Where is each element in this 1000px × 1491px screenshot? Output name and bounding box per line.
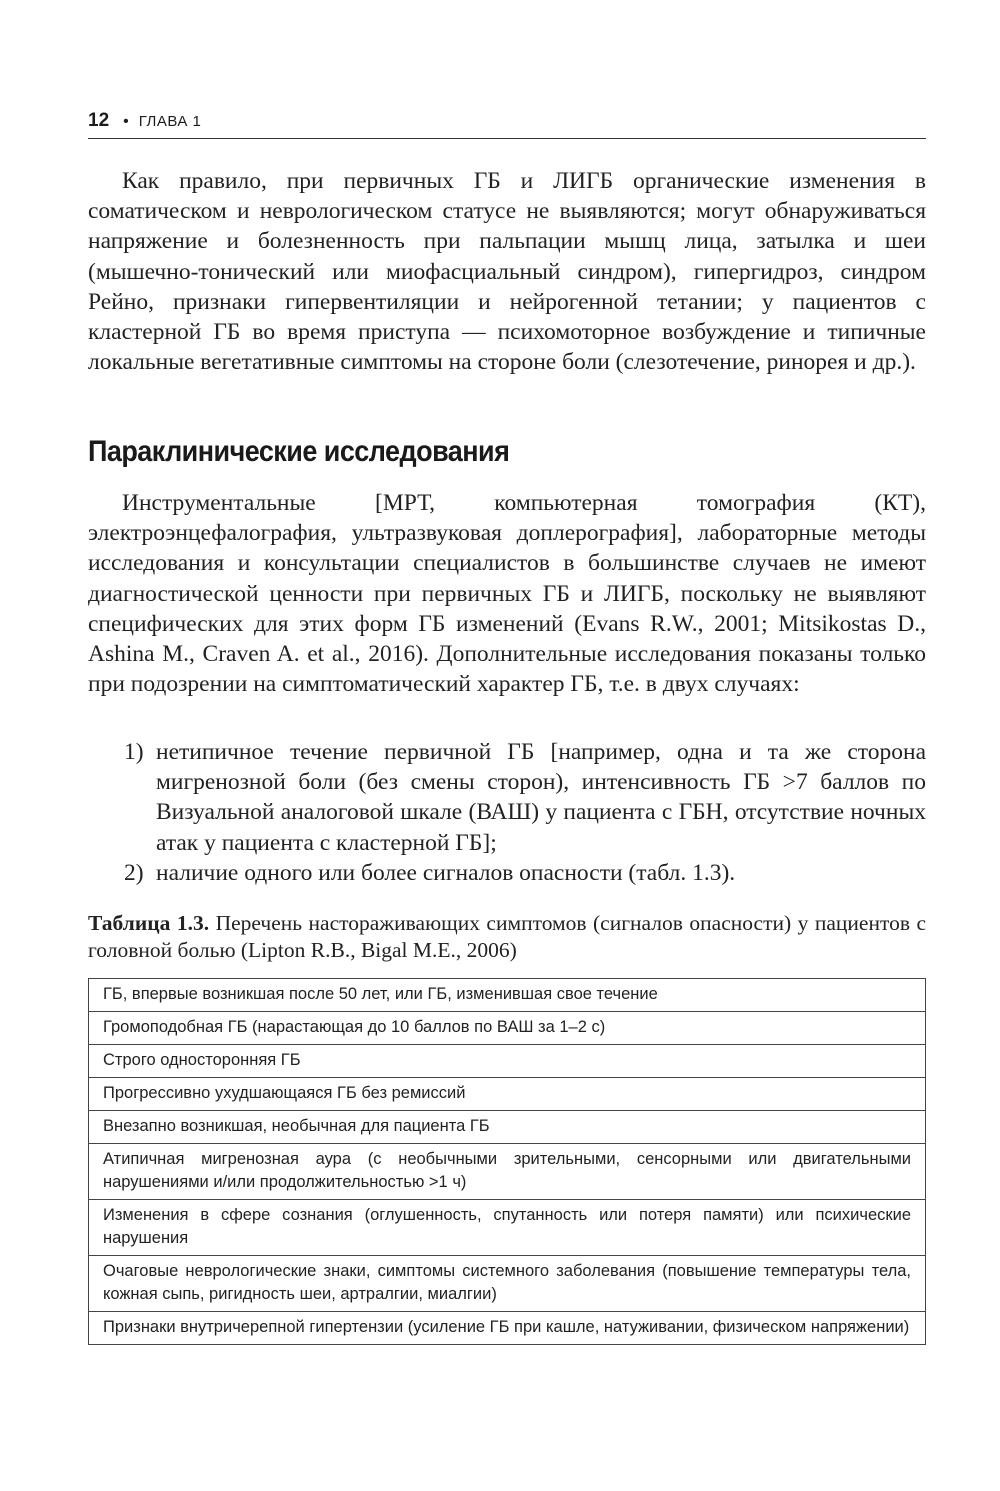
table-cell: Строго односторонняя ГБ [89, 1045, 926, 1078]
table-row [89, 1045, 926, 1078]
table-cell: Очаговые неврологические знаки, симптомы системного заболевания (повышение температуры тела, кожная сыпь, ригидность шеи, артралгии, миалгии) [89, 1256, 926, 1312]
chapter-label: ГЛАВА 1 [138, 113, 202, 130]
list-item-text: наличие одного или более сигналов опасности (табл. 1.3). [156, 859, 736, 886]
table-row [89, 1111, 926, 1144]
table-cell: Атипичная мигренозная аура (с необычными зрительными, сенсорными или двигательными нарушениями и/или продолжительностью >1 ч) [89, 1144, 926, 1200]
page-number: 12 [88, 110, 110, 131]
bullet-separator: • [123, 113, 129, 130]
list-item-text: нетипичное течение первичной ГБ [например, одна и та же сторона мигренозной боли (без смены сторон), интенсивность ГБ >7 баллов по Визуальной аналоговой шкале (ВАШ) у пациента с ГБН, отсутствие ночных атак у пациента с кластерной ГБ]; [156, 739, 926, 856]
table-caption-label: Таблица 1.3. [88, 911, 210, 935]
table-row [89, 1256, 926, 1312]
list-marker: 2) [124, 859, 144, 886]
table-cell: Внезапно возникшая, необычная для пациента ГБ [89, 1111, 926, 1144]
list-item [88, 858, 926, 888]
intro-paragraph: Как правило, при первичных ГБ и ЛИГБ органические изменения в соматическом и неврологическом статусе не выявляются; могут обнаруживаться напряжение и болезненность при пальпации мышц лица, затылка и шеи (мышечно-тонический или миофасциальный синдром), гипергидроз, синдром Рейно, признаки гипервентиляции и нейрогенной тетании; у пациентов с кластерной ГБ во время приступа — психомоторное возбуждение и типичные локальные вегетативные симптомы на стороне боли (слезотечение, ринорея и др.). [88, 168, 926, 376]
table-caption [88, 910, 926, 964]
indications-list [88, 737, 926, 888]
list-item [88, 737, 926, 858]
list-marker: 1) [124, 739, 144, 765]
table-cell: Прогрессивно ухудшающаяся ГБ без ремиссий [89, 1078, 926, 1111]
running-head [88, 110, 926, 139]
table-row [89, 1078, 926, 1111]
table-row [89, 1200, 926, 1256]
table-cell: Изменения в сфере сознания (оглушенность, спутанность или потеря памяти) или психические нарушения [89, 1200, 926, 1256]
table-cell: Громоподобная ГБ (нарастающая до 10 баллов по ВАШ за 1–2 с) [89, 1012, 926, 1045]
section-heading: Параклинические исследования [88, 435, 510, 468]
table-row [89, 979, 926, 1012]
table-cell: ГБ, впервые возникшая после 50 лет, или ГБ, изменившая свое течение [89, 979, 926, 1012]
table-row [89, 1312, 926, 1345]
table-cell: Признаки внутричерепной гипертензии (усиление ГБ при кашле, натуживании, физическом напряжении) [89, 1312, 926, 1345]
table-caption-text: Перечень настораживающих симптомов (сигналов опасности) у пациентов с головной болью (Lipton R.B., Bigal M.E., 2006) [88, 911, 926, 962]
methods-paragraph: Инструментальные [МРТ, компьютерная томография (КТ), электроэнцефалография, ультразвуковая доплерография], лабораторные методы исследования и консультации специалистов в большинстве случаев не имеют диагностической ценности при первичных ГБ и ЛИГБ, поскольку не выявляют специфических для этих форм ГБ изменений (Evans R.W., 2001; Mitsikostas D., Ashina M., Craven A. et al., 2016). Дополнительные исследования показаны только при подозрении на симптоматический характер ГБ, т.е. в двух случаях: [88, 490, 926, 698]
table-row [89, 1144, 926, 1200]
warning-signs-table [88, 978, 926, 1345]
table-row [89, 1012, 926, 1045]
